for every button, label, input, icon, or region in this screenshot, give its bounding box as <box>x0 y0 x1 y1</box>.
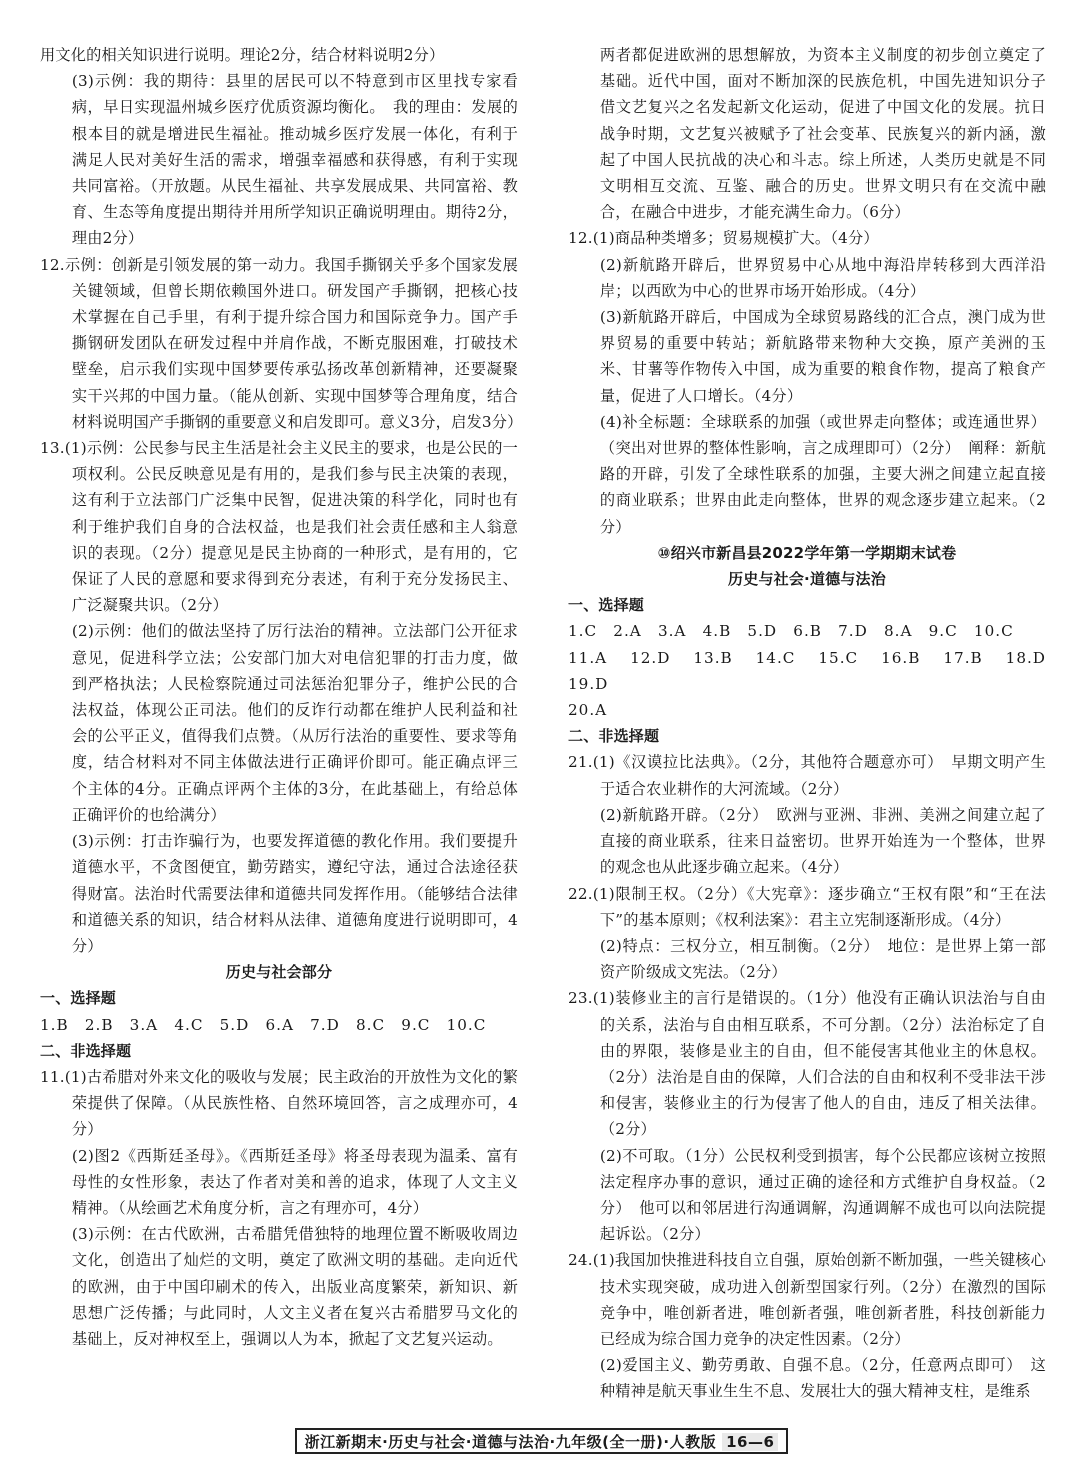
q12-3-answer: (3)新航路开辟后，中国成为全球贸易路线的汇合点，澳门成为世界贸易的重要中转站；新航路带来物种大交换，原产美洲的玉米、甘薯等作物传入中国，成为重要的粮食作物，提高了粮食产量，促进了人口增长。（4分） <box>599 308 1046 405</box>
q12-1-answer: 12.(1)商品种类增多；贸易规模扩大。（4分） <box>568 229 879 248</box>
footer-label <box>295 1428 789 1454</box>
q23-1-answer: 23.(1)装修业主的言行是错误的。（1分）他没有正确认识法治与自由的关系，法治与自由相互联系，不可分割。（2分）法治标定了自由的界限，装修是业主的自由，但不能侵害其他业主的休息权。（2分）法治是自由的保障，人们合法的自由和权利不受非法干涉和侵害，装修业主的行为侵害了他人的自由，违反了相关法律。（2分） <box>568 989 1046 1139</box>
history-section-title: 历史与社会部分 <box>225 963 333 982</box>
q11-2-answer: (2)图2《西斯廷圣母》。《西斯廷圣母》将圣母表现为温柔、富有母性的女性形象，表达了作者对美和善的追求，体现了人文主义精神。（从绘画艺术角度分析，言之有理亦可，4分） <box>71 1146 518 1217</box>
footer-text: 浙江新期末·历史与社会·道德与法治·九年级(全一册)·人教版 <box>304 1433 717 1451</box>
q12-4-answer: (4)补全标题：全球联系的加强（或世界走向整体；或连通世界）（突出对世界的整体性影响，言之成理即可）（2分） 阐释：新航路的开辟，引发了全球性联系的加强，主要大洲之间建立起直接的商业联系；世界由此走向整体，世界的观念逐步建立起来。（2分） <box>599 412 1046 536</box>
q11-3-answer: (3)示例：在古代欧洲，古希腊凭借独特的地理位置不断吸收周边文化，创造出了灿烂的文明，奠定了欧洲文明的基础。走向近代的欧洲，由于中国印刷术的传入，出版业高度繁荣，新知识、新思想广泛传播；与此同时，人文主义者在复兴古希腊罗马文化的基础上，反对神权至上，强调以人为本，掀起了文艺复兴运动。 <box>71 1225 518 1348</box>
choice-answers-row-2: 11.A 12.D 13.B 14.C 15.C 16.B 17.B 18.D 19.D <box>568 648 1063 693</box>
exam-subtitle: 历史与社会·道德与法治 <box>728 570 886 589</box>
section-choice-2: 一、选择题 <box>568 596 645 615</box>
q13-2-answer: (2)示例：他们的做法坚持了厉行法治的精神。立法部门公开征求意见，促进科学立法；公安部门加大对电信犯罪的打击力度，做到严格执法；人民检察院通过司法惩治犯罪分子，维护公民的合法权益，体现公正司法。他们的反诈行动都在维护人民利益和社会的公平正义，值得我们点赞。（从厉行法治的重要性、要求等角度，结合材料对不同主体做法进行正确评价即可。能正确点评三个主体的4分。正确点评两个主体的3分，在此基础上，有给总体正确评价的也给满分） <box>71 622 518 824</box>
q-answer-3: (3)示例：我的期待：县里的居民可以不特意到市区里找专家看病，早日实现温州城乡医疗优质资源均衡化。 我的理由：发展的根本目的就是增进民生福祉。推动城乡医疗发展一体化，有利于满足人民对美好生活的需求，增强幸福感和获得感，有利于实现共同富裕。（开放题。从民生福祉、共享发展成果、共同富裕、教育、生态等角度提出期待并用所学知识正确说明理由。期待2分，理由2分） <box>71 72 518 248</box>
q21-1-answer: 21.(1)《汉谟拉比法典》。（2分，其他符合题意亦可） 早期文明产生于适合农业耕作的大河流域。（2分） <box>568 753 1046 798</box>
section-choice: 一、选择题 <box>40 989 117 1008</box>
q22-2-answer: (2)特点：三权分立，相互制衡。（2分） 地位：是世界上第一部资产阶级成文宪法。（2分） <box>599 936 1046 982</box>
q13-1-answer: 13.(1)示例：公民参与民主生活是社会主义民主的要求，也是公民的一项权利。公民反映意见是有用的，是我们参与民主决策的表现，这有利于立法部门广泛集中民智，促进决策的科学化，同时也有利于维护我们自身的合法权益，也是我们社会责任感和主人翁意识的表现。（2分）提意见是民主协商的一种形式，是有用的，它保证了人民的意愿和要求得到充分表述，有利于充分发扬民主、广泛凝聚共识。（2分） <box>40 439 518 615</box>
choice-answers: 1.B 2.B 3.A 4.C 5.D 6.A 7.D 8.C 9.C 10.C <box>40 1015 487 1034</box>
q12-answer: 12.示例：创新是引领发展的第一动力。我国手撕钢关乎多个国家发展关键领域，但曾长期依赖国外进口。研发国产手撕钢，把核心技术掌握在自己手里，有利于提升综合国力和国际竞争力。国产手撕钢研发团队在研发过程中并肩作战，不断克服困难，打破技术壁垒，启示我们实现中国梦要传承弘扬改革创新精神，还要凝聚实干兴邦的中国力量。（能从创新、实现中国梦等合理角度，结合材料说明国产手撕钢的重要意义和启发即可。意义3分，启发3分） <box>40 255 523 431</box>
q11-1-answer: 11.(1)古希腊对外来文化的吸收与发展；民主政治的开放性为文化的繁荣提供了保障。（从民族性格、自然环境回答，言之成理亦可，4分） <box>40 1067 518 1139</box>
q11-3-continued: 两者都促进欧洲的思想解放，为资本主义制度的初步创立奠定了基础。近代中国，面对不断加深的民族危机，中国先进知识分子借文艺复兴之名发起新文化运动，促进了中国文化的发展。抗日战争时期，文艺复兴被赋予了社会变革、民族复兴的新内涵，激起了中国人民抗战的决心和斗志。综上所述，人类历史就是不同文明相互交流、互鉴、融合的历史。世界文明只有在交流中融合，在融合中进步，才能充满生命力。（6分） <box>599 46 1046 222</box>
right-column <box>568 42 1063 1405</box>
left-column <box>40 42 523 1352</box>
choice-answers-row-1: 1.C 2.A 3.A 4.B 5.D 6.B 7.D 8.A 9.C 10.C <box>568 622 1014 641</box>
left-line-1: 用文化的相关知识进行说明。理论2分，结合材料说明2分） <box>40 46 445 64</box>
page-number: 16—6 <box>722 1433 778 1451</box>
exam-title: ⑩绍兴市新昌县2022学年第一学期期末试卷 <box>657 543 957 562</box>
q23-2-answer: (2)不可取。（1分）公民权利受到损害，每个公民都应该树立按照法定程序办事的意识，通过正确的途径和方式维护自身权益。（2分） 他可以和邻居进行沟通调解，沟通调解不成也可以向法院提起诉讼。（2分） <box>599 1146 1046 1244</box>
q22-1-answer: 22.(1)限制王权。（2分）《大宪章》：逐步确立“王权有限”和“王在法下”的基本原则；《权利法案》：君主立宪制逐渐形成。（4分） <box>568 884 1046 929</box>
q24-1-answer: 24.(1)我国加快推进科技自立自强，原始创新不断加强，一些关键核心技术实现突破，成功进入创新型国家行列。（2分）在激烈的国际竞争中，唯创新者进，唯创新者强，唯创新者胜，科技创新能力已经成为综合国力竞争的决定性因素。（2分） <box>568 1251 1046 1348</box>
q12-2-answer: (2)新航路开辟后，世界贸易中心从地中海沿岸转移到大西洋沿岸；以西欧为中心的世界市场开始形成。（4分） <box>599 255 1046 300</box>
choice-answers-row-3: 20.A <box>568 701 608 720</box>
section-non-choice-2: 二、非选择题 <box>568 727 660 746</box>
q24-2-answer: (2)爱国主义、勤劳勇敢、自强不息。（2分，任意两点即可） 这种精神是航天事业生生不息、发展壮大的强大精神支柱，是维系 <box>599 1356 1046 1401</box>
q13-3-answer: (3)示例：打击诈骗行为，也要发挥道德的教化作用。我们要提升道德水平，不贪图便宜，勤劳踏实，遵纪守法，通过合法途径获得财富。法治时代需要法律和道德共同发挥作用。（能够结合法律和道德关系的知识，结合材料从法律、道德角度进行说明即可，4分） <box>71 832 518 955</box>
q21-2-answer: (2)新航路开辟。（2分） 欧洲与亚洲、非洲、美洲之间建立起了直接的商业联系，往来日益密切。世界开始连为一个整体，世界的观念也从此逐步确立起来。（4分） <box>599 805 1046 877</box>
page-footer <box>0 1428 1083 1456</box>
section-non-choice: 二、非选择题 <box>40 1041 132 1060</box>
